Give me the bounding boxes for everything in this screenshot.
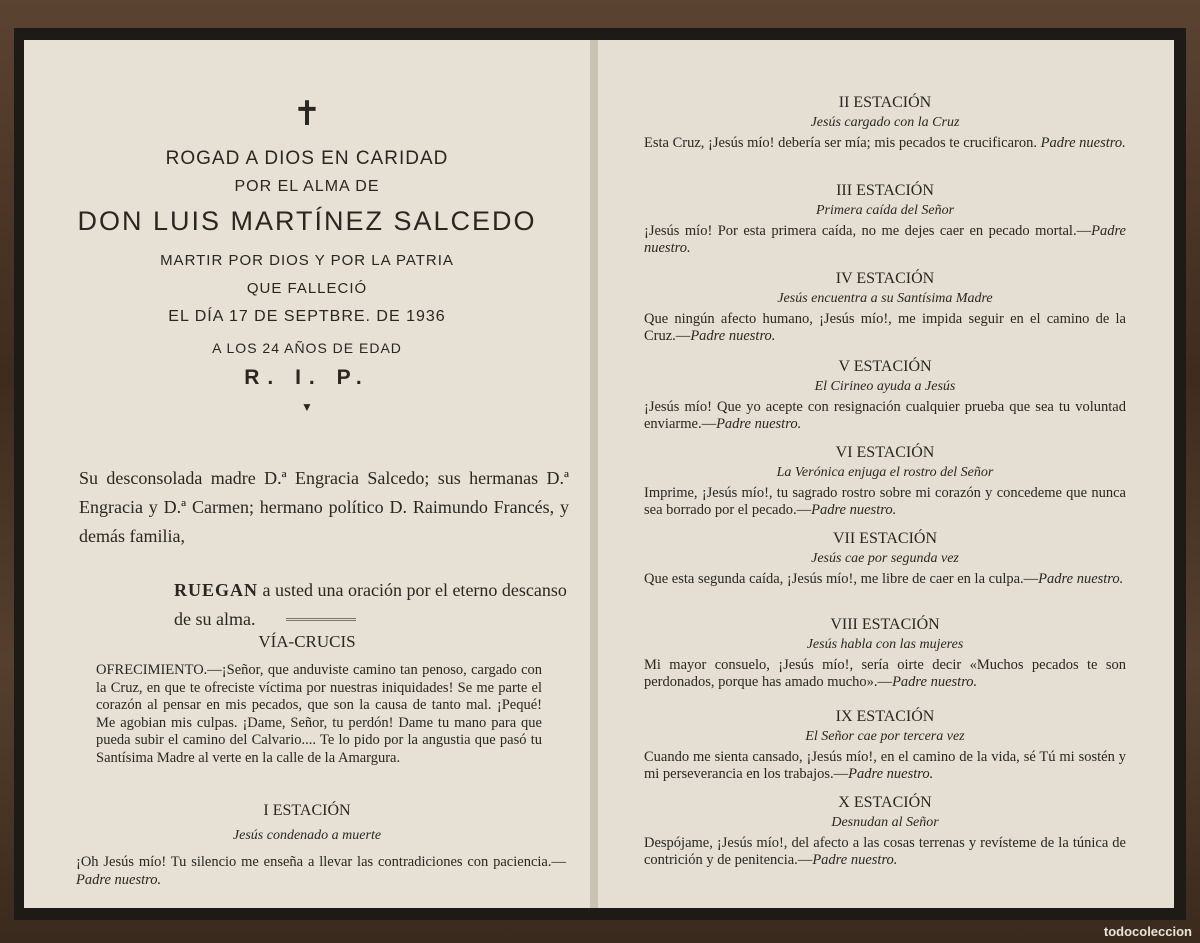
station-text: Despójame, ¡Jesús mío!, del afecto a las cosas terrenas y revísteme de la túnica de contrición y de penitencia.—Padre nuestro. [644,835,1126,868]
station-subtitle: Jesús encuentra a su Santísima Madre [777,291,993,306]
station-title: II ESTACIÓN [838,94,932,111]
station-8 [644,616,1126,691]
station-4 [644,270,1126,345]
death-date: EL DÍA 17 DE SEPTBRE. DE 1936 [168,308,446,325]
station-1-text [76,854,566,889]
station-subtitle: Desnudan al Señor [831,815,939,830]
heading-alma: POR EL ALMA DE [234,178,380,195]
station-5 [644,358,1126,433]
station-title: IV ESTACIÓN [835,270,935,287]
station-9 [644,708,1126,783]
via-crucis-title: VÍA-CRUCIS [258,632,356,651]
station-subtitle: Jesús cargado con la Cruz [810,115,960,130]
station-text: Cuando me sienta cansado, ¡Jesús mío!, en el camino de la vida, sé Tú mi sostén y mi perseverancia en los trabajos.—Padre nuestro. [644,749,1126,782]
station-title: III ESTACIÓN [836,182,934,199]
ornament-divider [286,618,356,621]
station-subtitle: Jesús habla con las mujeres [806,637,964,652]
triangle-ornament-icon: ▼ [301,400,313,414]
memorial-card [14,28,1186,920]
martyr-line: MARTIR POR DIOS Y POR LA PATRIA [160,252,454,269]
station-text: Que ningún afecto humano, ¡Jesús mío!, me impida seguir en el camino de la Cruz.—Padre nuestro. [644,311,1126,344]
family-paragraph: Su desconsolada madre D.ª Engracia Salcedo; sus hermanas D.ª Engracia y D.ª Carmen; hermano político D. Raimundo Francés, y demás familia, [79,468,569,546]
station-2 [644,94,1126,152]
station-text: Mi mayor consuelo, ¡Jesús mío!, sería oirte decir «Muchos pecados te son perdonados, porque has amado mucho».—Padre nuestro. [644,657,1126,690]
ruegan-paragraph [174,576,569,634]
station-title: IX ESTACIÓN [835,708,935,725]
station-subtitle: La Verónica enjuga el rostro del Señor [776,465,994,480]
ruegan-word: RUEGAN [174,580,259,600]
station-title: X ESTACIÓN [838,794,932,811]
station-subtitle: El Cirineo ayuda a Jesús [814,379,956,394]
left-page [24,40,590,908]
fallecio-line: QUE FALLECIÓ [246,280,368,297]
card-fold [590,40,598,908]
station-6 [644,444,1126,519]
cross-icon: ✝ [292,96,322,133]
station-subtitle: El Señor cae por tercera vez [805,729,965,744]
station-1-subtitle: Jesús condenado a muerte [232,828,382,843]
ruegan-rest: a usted una oración por el eterno descanso de su alma. [174,580,567,629]
station-1-title: I ESTACIÓN [263,802,351,819]
station-7 [644,530,1126,588]
station-1-padre: Padre nuestro. [76,871,162,888]
watermark-logo: todocoleccion [1103,924,1192,939]
station-text: ¡Jesús mío! Por esta primera caída, no me dejes caer en pecado mortal.—Padre nuestro. [644,223,1126,256]
deceased-name: DON LUIS MARTÍNEZ SALCEDO [77,206,537,236]
ofrecimiento-text: OFRECIMIENTO.—¡Señor, que anduviste camino tan penoso, cargado con la Cruz, en que te ofreciste víctima por nuestras iniquidades! Se me parte el corazón al pensar en mis pecados, que son la causa de tanto mal. ¡Pequé! Me agobian mis culpas. ¡Dame, Señor, tu perdón! Dame tu mano para que pueda subir el camino del Calvario.... Te lo pido por la angustia que pasó tu Santísima Madre al verte en la calle de la Amargura. [96,662,542,766]
rip-text: R. I. P. [244,366,370,389]
right-page [598,40,1174,908]
station-title: VI ESTACIÓN [835,444,935,461]
station-text: Que esta segunda caída, ¡Jesús mío!, me libre de caer en la culpa.—Padre nuestro. [644,571,1124,587]
station-text: Imprime, ¡Jesús mío!, tu sagrado rostro sobre mi corazón y concedeme que nunca sea borrado por el pecado.—Padre nuestro. [644,485,1126,518]
heading-rogad: ROGAD A DIOS EN CARIDAD [165,148,449,169]
station-title: VII ESTACIÓN [832,530,938,547]
station-title: V ESTACIÓN [838,358,932,375]
age-line: A LOS 24 AÑOS DE EDAD [212,340,402,356]
station-10 [644,794,1126,869]
station-title: VIII ESTACIÓN [830,616,940,633]
station-subtitle: Primera caída del Señor [815,203,955,218]
station-text: Esta Cruz, ¡Jesús mío! debería ser mía; mis pecados te crucificaron. Padre nuestro. [644,135,1126,151]
station-subtitle: Jesús cae por segunda vez [811,551,959,566]
station-3 [644,182,1126,257]
station-text: ¡Jesús mío! Que yo acepte con resignación cualquier prueba que sea tu voluntad enviarme.—Padre nuestro. [644,399,1126,432]
station-1-prayer: ¡Oh Jesús mío! Tu silencio me enseña a llevar las contradiciones con paciencia.— [76,854,566,870]
